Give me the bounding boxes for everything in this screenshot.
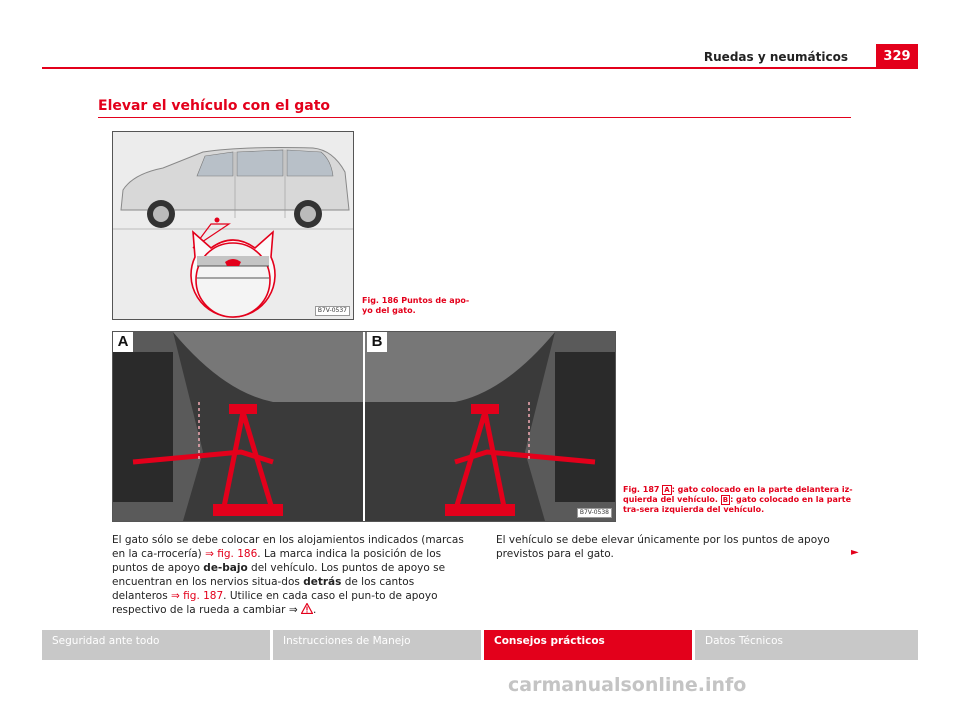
header-rule (42, 67, 918, 69)
text-run: del vehículo. Los puntos de apoyo se encuentran en los nervios situa-dos (112, 562, 446, 588)
figure-186-car-jack-points (112, 131, 354, 320)
jack-illustration (113, 332, 615, 521)
footer-tab-label: Datos Técnicos (705, 635, 783, 647)
panel-a-label: A (113, 332, 133, 352)
text-run: . Utilice en cada caso el pun-to de apoyo respectivo de la rueda a cambiar ⇒ (112, 590, 438, 616)
panel-b-label: B (367, 332, 387, 352)
section-title: Elevar el vehículo con el gato (98, 98, 331, 114)
page-number: 329 (876, 44, 918, 68)
footer-tab-instrucciones[interactable] (273, 630, 481, 660)
footer-tab-label: Instrucciones de Manejo (283, 635, 411, 647)
fig-186-link[interactable]: ⇒ fig. 186 (205, 548, 258, 560)
text-run: . La marca indica la posición de los puntos de apoyo (112, 548, 442, 574)
footer-tab-label: Consejos prácticos (494, 635, 605, 647)
text-run: El gato sólo se debe colocar en los alojamientos indicados (marcas en la ca-rrocería) (112, 534, 464, 560)
body-paragraph-2: El vehículo se debe elevar únicamente por los puntos de apoyo previstos para el gato. (496, 534, 830, 560)
car-illustration (113, 132, 353, 319)
footer-tab-seguridad[interactable] (42, 630, 270, 660)
running-header-title: Ruedas y neumáticos (703, 50, 848, 64)
warning-icon[interactable] (301, 603, 313, 614)
footer-tab-label: Seguridad ante todo (52, 635, 160, 647)
figure-186-caption: Fig. 186 Puntos de apo-yo del gato. (362, 296, 470, 315)
text-run: de los cantos delanteros (112, 576, 415, 602)
section-rule (98, 117, 851, 118)
watermark: carmanualsonline.info (508, 674, 747, 696)
fig-187-link[interactable]: ⇒ fig. 187 (171, 590, 224, 602)
figure-187-jack-positions (112, 331, 616, 522)
footer-tab-consejos[interactable] (484, 630, 692, 660)
text-run: . (312, 604, 317, 616)
footer-tab-datos[interactable] (695, 630, 918, 660)
caption-prefix: Fig. 187 (623, 485, 660, 494)
bold-text: detrás (303, 576, 342, 588)
figure-code: B7V-0537 (315, 306, 350, 316)
body-paragraph-1 (112, 533, 472, 617)
figure-187-caption (623, 485, 853, 515)
bold-text: de-bajo (203, 562, 248, 574)
caption-b: : gato colocado en la parte tra-sera izquierda del vehículo. (623, 495, 852, 514)
figure-code: B7V-0538 (577, 508, 612, 518)
continue-arrow-icon: ► (851, 547, 859, 558)
caption-a: : gato colocado en la parte delantera iz-quierda del vehículo. (623, 485, 853, 504)
panel-b-ref: B (722, 496, 729, 504)
panel-a-ref: A (664, 486, 670, 494)
